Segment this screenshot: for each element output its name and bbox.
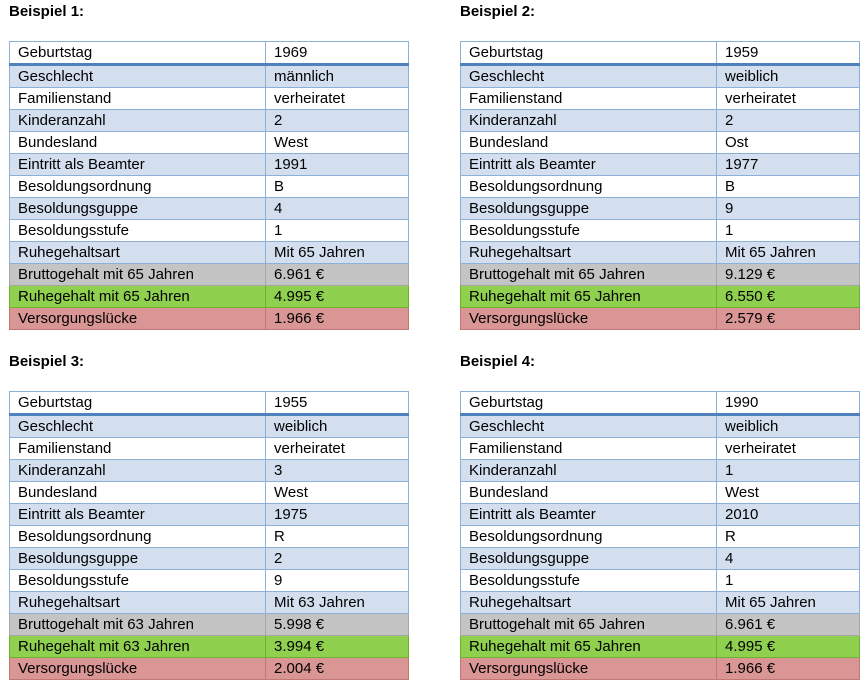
table-row	[461, 88, 860, 110]
row-value: R	[266, 526, 409, 548]
table-row	[461, 438, 860, 460]
table-row	[461, 548, 860, 570]
example-4-title: Beispiel 4:	[460, 353, 536, 370]
row-label: Bruttogehalt mit 63 Jahren	[10, 614, 266, 636]
row-value: West	[266, 132, 409, 154]
row-value: 2	[717, 110, 860, 132]
example-4	[460, 352, 860, 680]
row-value: 4	[717, 548, 860, 570]
table-row	[10, 264, 409, 286]
table-row	[461, 308, 860, 330]
table-row	[461, 415, 860, 438]
row-label: Besoldungsstufe	[461, 220, 717, 242]
row-value: 6.961 €	[266, 264, 409, 286]
row-label: Eintritt als Beamter	[461, 154, 717, 176]
row-label: Versorgungslücke	[461, 658, 717, 680]
row-value: 1	[717, 570, 860, 592]
row-label: Bruttogehalt mit 65 Jahren	[461, 614, 717, 636]
table-row	[461, 264, 860, 286]
table-row	[461, 614, 860, 636]
row-label: Besoldungsordnung	[10, 176, 266, 198]
row-value: 4	[266, 198, 409, 220]
table-row	[10, 570, 409, 592]
row-value: 5.998 €	[266, 614, 409, 636]
table-row	[10, 415, 409, 438]
row-value: 2	[266, 548, 409, 570]
table-row	[461, 570, 860, 592]
row-label: Besoldungsstufe	[10, 220, 266, 242]
table-row	[461, 460, 860, 482]
row-label: Kinderanzahl	[10, 460, 266, 482]
row-value: weiblich	[266, 415, 409, 438]
example-3-title: Beispiel 3:	[9, 353, 85, 370]
table-row	[10, 132, 409, 154]
table-row	[10, 482, 409, 504]
row-label: Geburtstag	[10, 392, 266, 415]
row-value: West	[266, 482, 409, 504]
row-label: Versorgungslücke	[10, 308, 266, 330]
row-label: Ruhegehalt mit 65 Jahren	[461, 636, 717, 658]
row-label: Kinderanzahl	[461, 110, 717, 132]
row-label: Eintritt als Beamter	[10, 154, 266, 176]
row-value: verheiratet	[266, 88, 409, 110]
example-1-table	[9, 41, 409, 330]
table-row	[461, 392, 860, 415]
row-value: 1	[717, 460, 860, 482]
table-row	[461, 242, 860, 264]
row-value: West	[717, 482, 860, 504]
table-row	[461, 592, 860, 614]
row-label: Familienstand	[10, 88, 266, 110]
table-row	[461, 110, 860, 132]
table-row	[10, 42, 409, 65]
row-label: Familienstand	[461, 88, 717, 110]
row-label: Kinderanzahl	[461, 460, 717, 482]
row-value: Mit 65 Jahren	[266, 242, 409, 264]
table-row	[10, 548, 409, 570]
row-value: B	[717, 176, 860, 198]
row-value: 3.994 €	[266, 636, 409, 658]
table-row	[461, 636, 860, 658]
row-label: Ruhegehaltsart	[461, 242, 717, 264]
row-value: 9	[717, 198, 860, 220]
row-value: 1	[717, 220, 860, 242]
table-row	[10, 392, 409, 415]
table-row	[10, 308, 409, 330]
table-row	[461, 658, 860, 680]
table-row	[10, 65, 409, 88]
row-label: Besoldungsstufe	[461, 570, 717, 592]
table-row	[461, 154, 860, 176]
table-row	[10, 286, 409, 308]
row-value: Mit 63 Jahren	[266, 592, 409, 614]
row-label: Kinderanzahl	[10, 110, 266, 132]
table-row	[10, 176, 409, 198]
table-row	[461, 198, 860, 220]
row-label: Familienstand	[10, 438, 266, 460]
example-2-table	[460, 41, 860, 330]
table-row	[461, 504, 860, 526]
row-value: Mit 65 Jahren	[717, 242, 860, 264]
example-3-table	[9, 391, 409, 680]
table-row	[461, 286, 860, 308]
row-label: Besoldungsguppe	[461, 198, 717, 220]
row-label: Eintritt als Beamter	[10, 504, 266, 526]
row-value: verheiratet	[717, 438, 860, 460]
row-value: 9	[266, 570, 409, 592]
row-value: 1975	[266, 504, 409, 526]
table-row	[10, 526, 409, 548]
row-value: verheiratet	[717, 88, 860, 110]
table-row	[461, 65, 860, 88]
row-label: Versorgungslücke	[461, 308, 717, 330]
row-label: Geburtstag	[461, 392, 717, 415]
table-row	[10, 592, 409, 614]
row-label: Geburtstag	[10, 42, 266, 65]
table-row	[461, 220, 860, 242]
row-label: Bundesland	[461, 482, 717, 504]
table-row	[10, 614, 409, 636]
table-row	[10, 658, 409, 680]
row-value: 1969	[266, 42, 409, 65]
row-value: R	[717, 526, 860, 548]
row-value: weiblich	[717, 415, 860, 438]
row-label: Bundesland	[461, 132, 717, 154]
row-value: 2.004 €	[266, 658, 409, 680]
row-value: 1	[266, 220, 409, 242]
row-label: Geschlecht	[10, 65, 266, 88]
table-row	[10, 242, 409, 264]
row-value: Mit 65 Jahren	[717, 592, 860, 614]
table-row	[10, 438, 409, 460]
row-label: Ruhegehalt mit 63 Jahren	[10, 636, 266, 658]
row-value: 9.129 €	[717, 264, 860, 286]
row-value: 2	[266, 110, 409, 132]
row-value: 1991	[266, 154, 409, 176]
table-row	[10, 220, 409, 242]
row-label: Familienstand	[461, 438, 717, 460]
row-label: Geburtstag	[461, 42, 717, 65]
table-row	[10, 636, 409, 658]
row-label: Geschlecht	[461, 415, 717, 438]
row-label: Besoldungsordnung	[461, 176, 717, 198]
example-2	[460, 2, 860, 330]
row-label: Besoldungsordnung	[461, 526, 717, 548]
row-value: 4.995 €	[717, 636, 860, 658]
row-value: 3	[266, 460, 409, 482]
row-label: Bruttogehalt mit 65 Jahren	[461, 264, 717, 286]
table-row	[461, 526, 860, 548]
example-4-table	[460, 391, 860, 680]
row-label: Besoldungsguppe	[10, 548, 266, 570]
row-label: Bundesland	[10, 482, 266, 504]
row-label: Geschlecht	[461, 65, 717, 88]
row-label: Ruhegehalt mit 65 Jahren	[461, 286, 717, 308]
row-value: 4.995 €	[266, 286, 409, 308]
row-label: Bruttogehalt mit 65 Jahren	[10, 264, 266, 286]
table-row	[461, 176, 860, 198]
row-value: 2010	[717, 504, 860, 526]
row-label: Besoldungsguppe	[10, 198, 266, 220]
row-value: 1955	[266, 392, 409, 415]
row-label: Ruhegehaltsart	[10, 592, 266, 614]
table-row	[10, 110, 409, 132]
table-row	[10, 198, 409, 220]
table-row	[461, 42, 860, 65]
row-value: weiblich	[717, 65, 860, 88]
table-row	[10, 154, 409, 176]
row-value: verheiratet	[266, 438, 409, 460]
table-row	[10, 88, 409, 110]
row-label: Ruhegehaltsart	[10, 242, 266, 264]
row-label: Eintritt als Beamter	[461, 504, 717, 526]
table-row	[461, 482, 860, 504]
row-label: Geschlecht	[10, 415, 266, 438]
example-1-title: Beispiel 1:	[9, 3, 85, 20]
row-label: Besoldungsstufe	[10, 570, 266, 592]
row-value: 1959	[717, 42, 860, 65]
example-3	[9, 352, 409, 680]
row-value: B	[266, 176, 409, 198]
table-row	[461, 132, 860, 154]
row-value: 2.579 €	[717, 308, 860, 330]
row-label: Bundesland	[10, 132, 266, 154]
row-label: Ruhegehaltsart	[461, 592, 717, 614]
row-label: Versorgungslücke	[10, 658, 266, 680]
example-2-title: Beispiel 2:	[460, 3, 536, 20]
row-value: männlich	[266, 65, 409, 88]
row-label: Ruhegehalt mit 65 Jahren	[10, 286, 266, 308]
row-value: Ost	[717, 132, 860, 154]
row-value: 6.961 €	[717, 614, 860, 636]
row-label: Besoldungsguppe	[461, 548, 717, 570]
row-value: 1977	[717, 154, 860, 176]
table-row	[10, 504, 409, 526]
row-value: 6.550 €	[717, 286, 860, 308]
row-value: 1.966 €	[717, 658, 860, 680]
row-value: 1990	[717, 392, 860, 415]
example-1	[9, 2, 409, 330]
row-value: 1.966 €	[266, 308, 409, 330]
table-row	[10, 460, 409, 482]
row-label: Besoldungsordnung	[10, 526, 266, 548]
